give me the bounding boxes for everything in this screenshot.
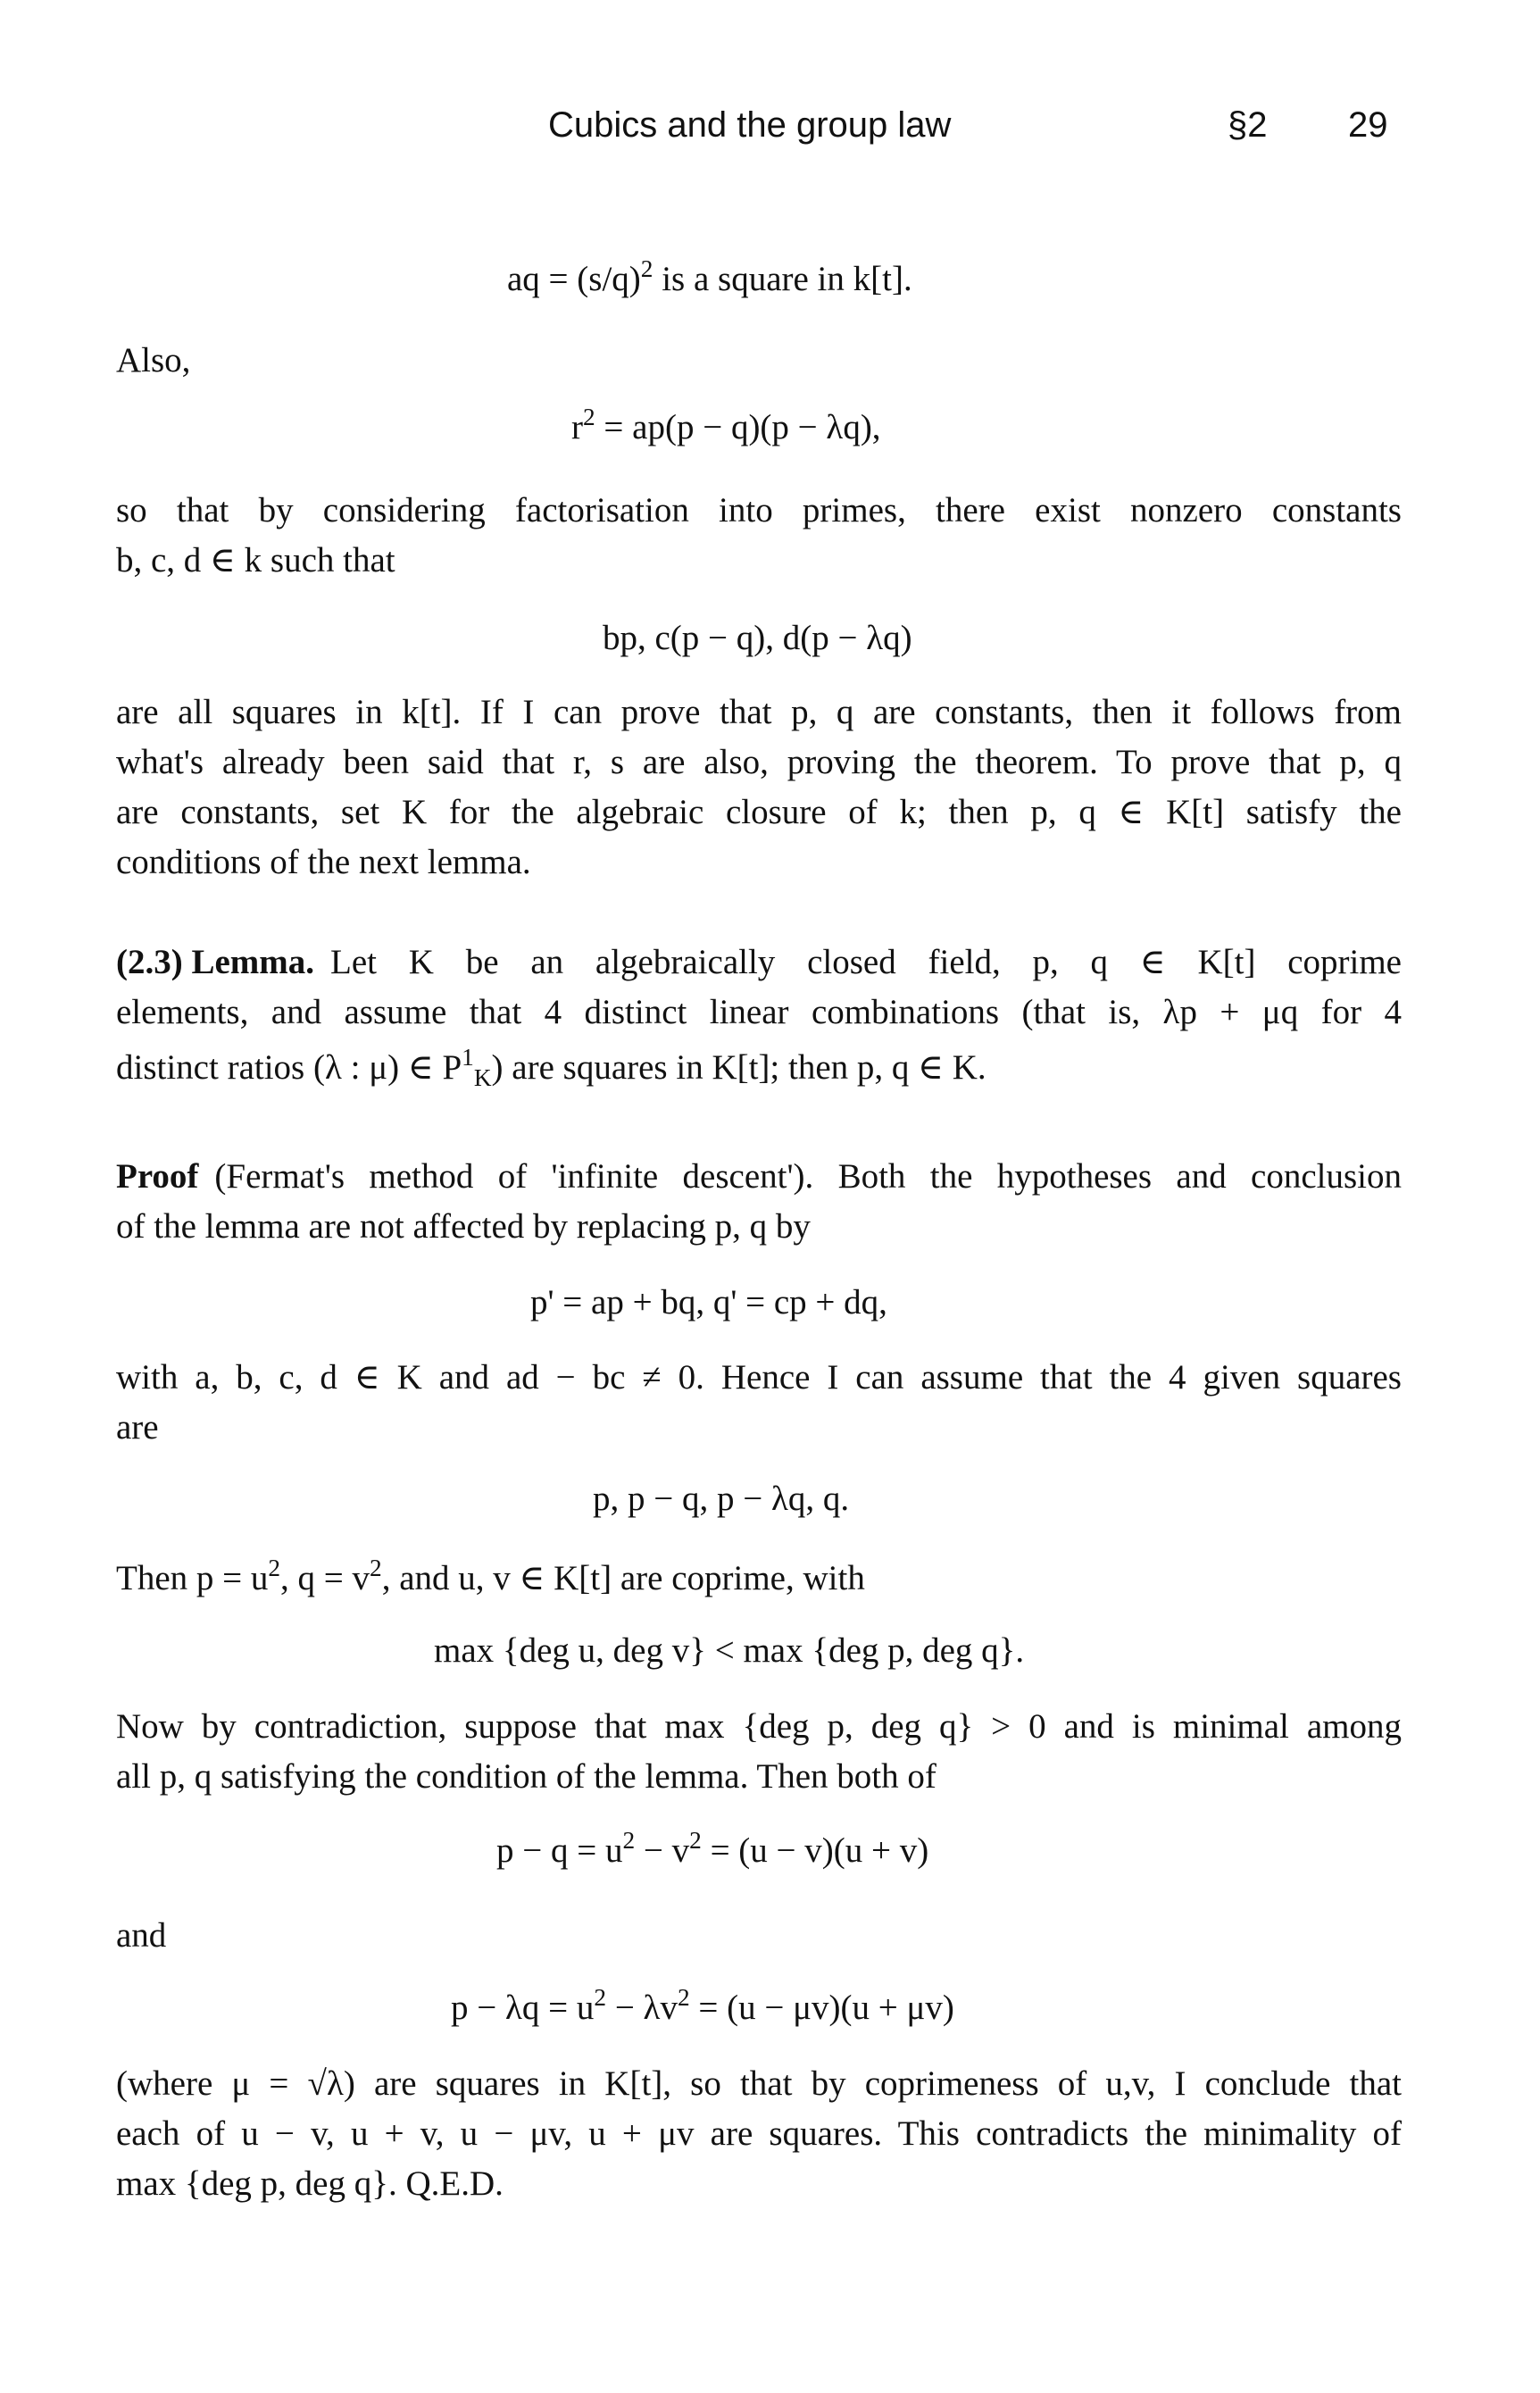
paragraph-line: are — [116, 1408, 159, 1447]
equation-squares-list: bp, c(p − q), d(p − λq) — [603, 619, 912, 657]
paragraph-line: each of u − v, u + v, u − μv, u + μv are squares. This contradicts the minimality of — [116, 2114, 1402, 2153]
equation-lambda-difference: $p - \lambda q = u^2 - \lambda v^2 = (u - \mu v)(u + \mu v)$ — [451, 1984, 954, 2027]
paragraph-line: b, c, d ∈ k such that — [116, 541, 395, 579]
equation-difference-of-squares: $p - q = u^2 - v^2 = (u - v)(u + v)$ — [496, 1827, 929, 1870]
paragraph-line: max {deg p, deg q}. Q.E.D. — [116, 2164, 504, 2203]
paragraph-line: Then $p = u^2$, $q = v^2$, and u, v ∈ K[t] are coprime, with — [116, 1555, 865, 1597]
paragraph-line: with a, b, c, d ∈ K and ad − bc ≠ 0. Hence I can assume that the 4 given squares — [116, 1358, 1402, 1397]
and-label: and — [116, 1916, 167, 1955]
equation-substitution: p' = ap + bq, q' = cp + dq, — [530, 1283, 887, 1322]
proof-text: (Fermat's method of 'infinite descent'). Both the hypotheses and conclusion — [214, 1157, 1402, 1196]
equation-max-degree: max {deg u, deg v} < max {deg p, deg q}. — [434, 1631, 1025, 1670]
paragraph-line: (where μ = √λ) are squares in K[t], so that by coprimeness of u,v, I conclude that — [116, 2064, 1402, 2103]
proof-line-1 — [116, 1152, 1402, 1202]
section-number: §2 — [1228, 105, 1268, 145]
equation-r-squared: $r^2 = ap(p - q)(p - \lambda q)$, — [571, 404, 881, 446]
paragraph-line: are all squares in k[t]. If I can prove that p, q are constants, then it follows from — [116, 693, 1402, 731]
lemma-line-2: elements, and assume that 4 distinct linear combinations (that is, λp + μq for 4 — [116, 993, 1402, 1031]
equation-aq-square: aq = $(s/q)^2$ is a square in k[t]. — [507, 255, 912, 298]
proof-line-2: of the lemma are not affected by replacing p, q by — [116, 1207, 811, 1246]
also-label: Also, — [116, 341, 191, 379]
paragraph-line: all p, q satisfying the condition of the lemma. Then both of — [116, 1757, 936, 1796]
lemma-line-3: distinct ratios (λ : μ) ∈ $P^1_K$) are squares in K[t]; then p, q ∈ K. — [116, 1044, 986, 1092]
paragraph-line: Now by contradiction, suppose that max {deg p, deg q} > 0 and is minimal among — [116, 1707, 1402, 1746]
lemma-line-1 — [116, 938, 1402, 988]
equation-four-squares: p, p − q, p − λq, q. — [593, 1480, 850, 1518]
lemma-label: (2.3) Lemma. — [116, 943, 315, 981]
paragraph-line: what's already been said that r, s are also, proving the theorem. To prove that p, q — [116, 743, 1402, 781]
proof-label: Proof — [116, 1157, 199, 1196]
paragraph-line: so that by considering factorisation into primes, there exist nonzero constants — [116, 491, 1402, 529]
lemma-text: Let K be an algebraically closed field, p, q ∈ K[t] coprime — [330, 943, 1402, 981]
page-number: 29 — [1348, 105, 1388, 145]
paragraph-line: are constants, set K for the algebraic closure of k; then p, q ∈ K[t] satisfy the — [116, 793, 1402, 831]
paragraph-line: conditions of the next lemma. — [116, 843, 531, 881]
running-header-title: Cubics and the group law — [548, 105, 952, 145]
